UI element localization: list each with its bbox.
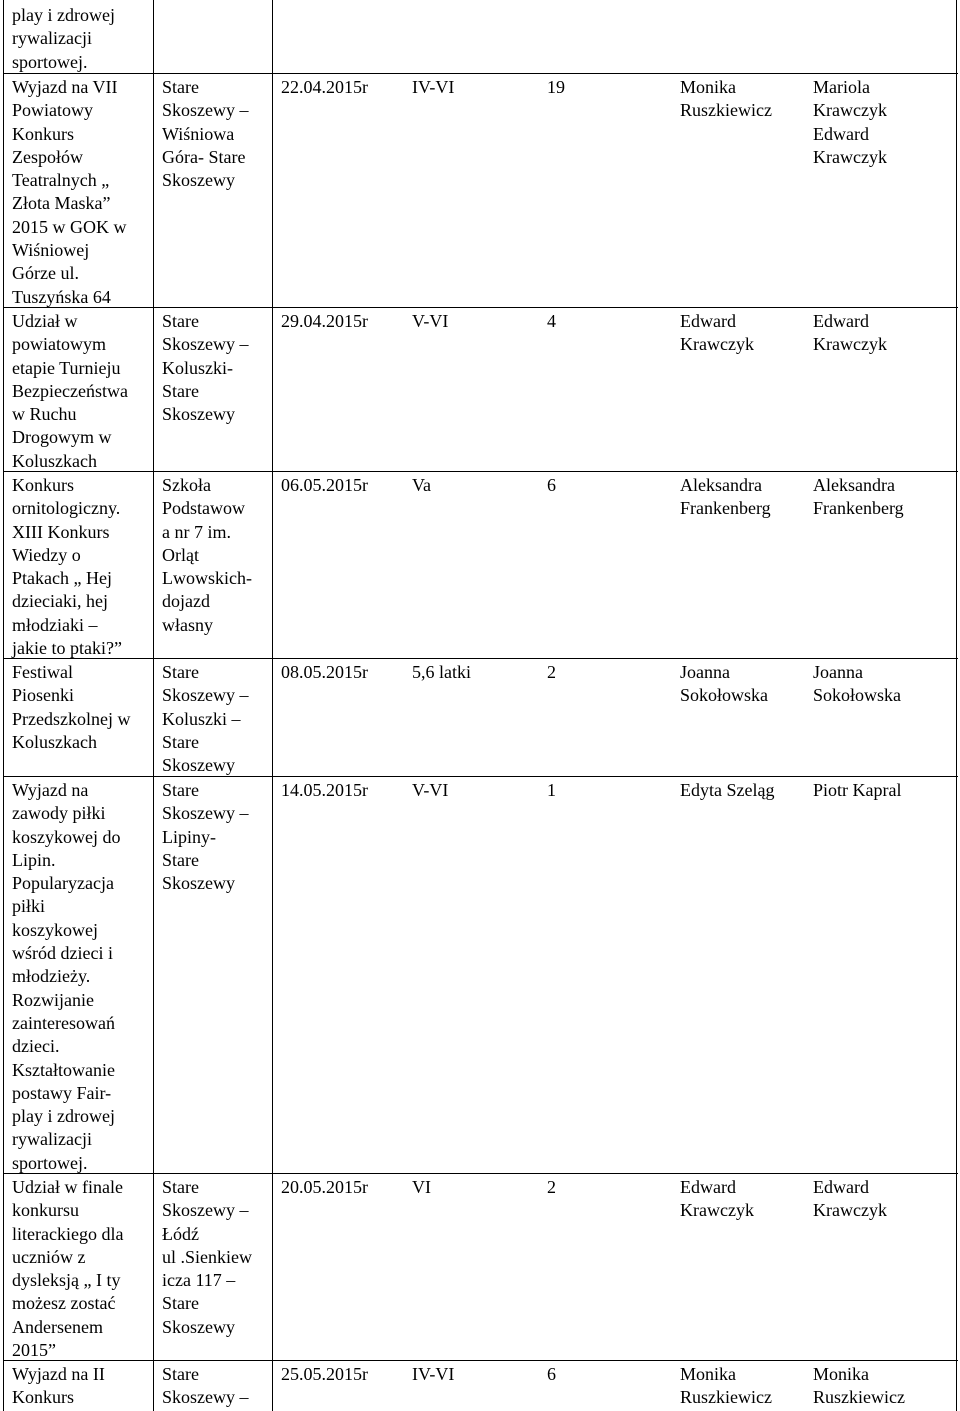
date-cell: 22.04.2015r [281,77,368,97]
date-cell: 25.05.2015r [281,1364,368,1384]
organizer-cell: Aleksandra Frankenberg [680,475,771,519]
organizer-cell: Monika Ruszkiewicz [680,1364,772,1408]
classes-cell: IV-VI [412,1364,455,1384]
supervisor-cell: Aleksandra Frankenberg [813,475,904,519]
activity-cell: Wyjazd na VII Powiatowy Konkurs Zespołów Teatralnych „ Złota Maska” 2015 w GOK w Wiśniowej Górze ul. Tuszyńska 64 [12,77,127,307]
route-cell: Stare Skoszewy – [162,1364,249,1408]
count-cell: 6 [547,475,556,495]
route-cell: Stare Skoszewy – Koluszki – Stare Skoszewy [162,662,249,776]
activity-cell: Wyjazd na zawody piłki koszykowej do Lipin. Popularyzacja piłki koszykowej wśród dzieci i młodzieży. Rozwijanie zainteresowań dzieci. Kształtowanie postawy Fair- play i zdrowej rywalizacji sportowej. [12,780,121,1173]
date-cell: 29.04.2015r [281,311,368,331]
organizer-cell: Joanna Sokołowska [680,662,769,706]
date-cell: 08.05.2015r [281,662,368,682]
activity-cell: Udział w powiatowym etapie Turnieju Bezpieczeństwa w Ruchu Drogowym w Koluszkach [12,311,128,471]
supervisor-cell: Monika Ruszkiewicz [813,1364,905,1408]
table-column-divider [153,0,154,1411]
supervisor-cell: Joanna Sokołowska [813,662,902,706]
classes-cell: IV-VI [412,77,455,97]
date-cell: 14.05.2015r [281,780,368,800]
classes-cell: VI [412,1177,431,1197]
route-cell: Stare Skoszewy – Koluszki- Stare Skoszewy [162,311,249,425]
table-border-left [3,0,4,1411]
count-cell: 2 [547,662,556,682]
count-cell: 4 [547,311,556,331]
date-cell: 06.05.2015r [281,475,368,495]
organizer-cell: Edward Krawczyk [680,1177,754,1221]
activity-cell: Udział w finale konkursu literackiego dla uczniów z dysleksją „ I ty możesz zostać Andersenem 2015” [12,1177,124,1361]
count-cell: 1 [547,780,556,800]
classes-cell: V-VI [412,311,449,331]
classes-cell: Va [412,475,431,495]
table-column-divider [272,0,273,1411]
organizer-cell: Monika Ruszkiewicz [680,77,772,121]
document-page [3,0,958,1411]
route-cell: Szkoła Podstawow a nr 7 im. Orląt Lwowskich- dojazd własny [162,475,252,635]
route-cell: Stare Skoszewy – Lipiny- Stare Skoszewy [162,780,249,894]
route-cell: Stare Skoszewy – Łódź ul .Sienkiew icza 117 – Stare Skoszewy [162,1177,252,1337]
route-cell: Stare Skoszewy – Wiśniowa Góra- Stare Skoszewy [162,77,249,191]
count-cell: 6 [547,1364,556,1384]
activity-cell: Konkurs ornitologiczny. XIII Konkurs Wiedzy o Ptakach „ Hej dzieciaki, hej młodziaki – jakie to ptaki?” [12,475,122,659]
organizer-cell: Edyta Szeląg [680,780,775,800]
supervisor-cell: Edward Krawczyk [813,311,887,355]
activity-cell: Festiwal Piosenki Przedszkolnej w Koluszkach [12,662,131,752]
organizer-cell: Edward Krawczyk [680,311,754,355]
supervisor-cell: Edward Krawczyk [813,1177,887,1221]
supervisor-cell: Mariola Krawczyk Edward Krawczyk [813,77,887,167]
classes-cell: V-VI [412,780,449,800]
count-cell: 2 [547,1177,556,1197]
row-divider [3,776,958,777]
classes-cell: 5,6 latki [412,662,471,682]
count-cell: 19 [547,77,565,97]
activity-cell: play i zdrowej rywalizacji sportowej. [12,5,115,72]
activity-cell: Wyjazd na II Konkurs [12,1364,105,1408]
date-cell: 20.05.2015r [281,1177,368,1197]
supervisor-cell: Piotr Kapral [813,780,902,800]
